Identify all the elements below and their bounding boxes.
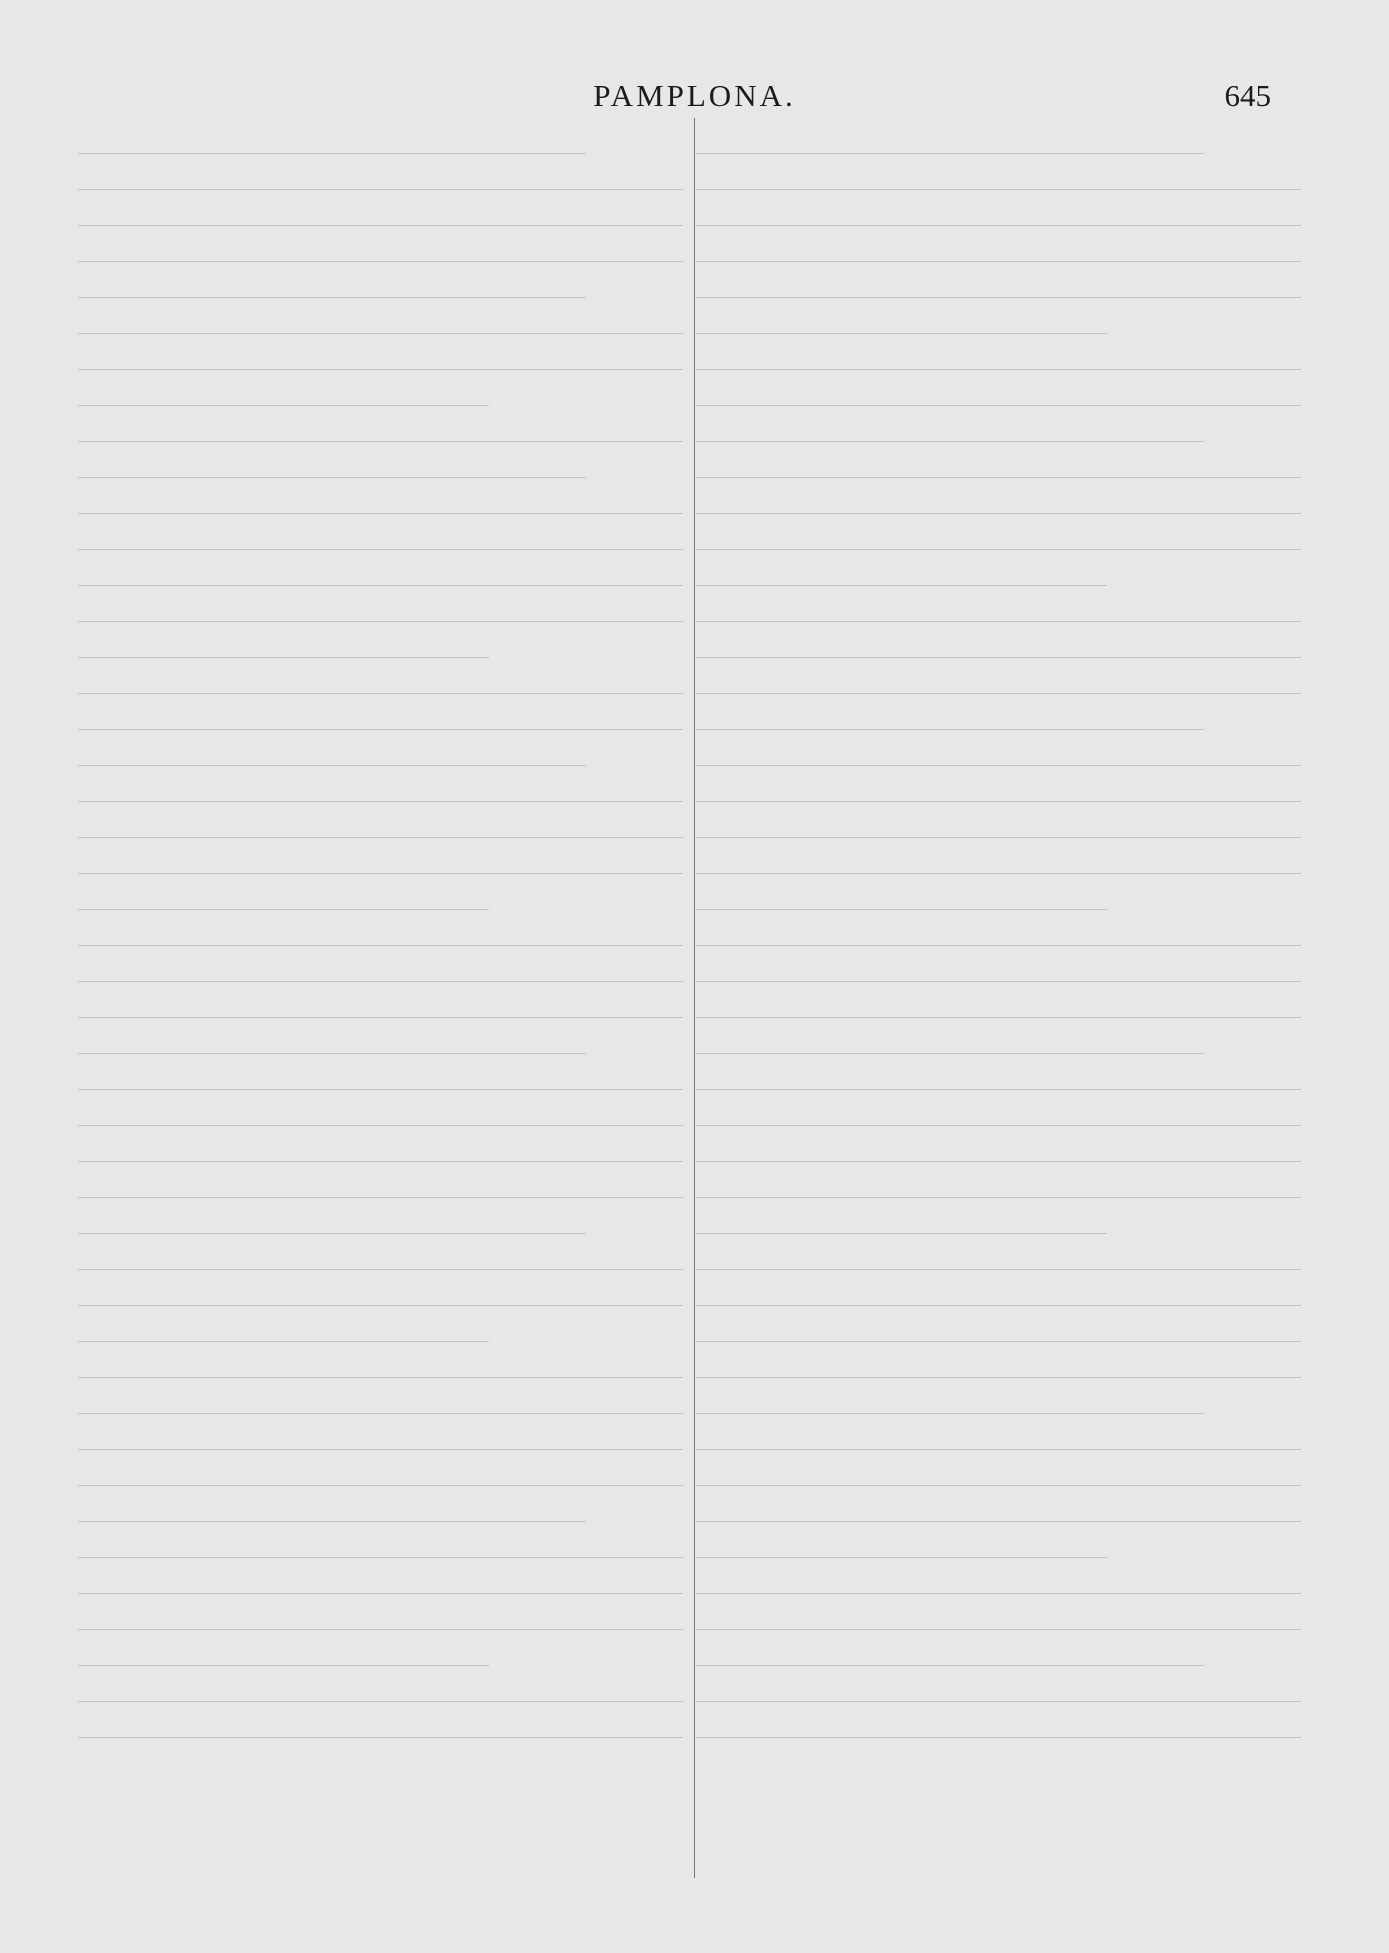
right-column xyxy=(696,128,1301,1888)
running-head xyxy=(0,78,1389,120)
left-column xyxy=(78,128,683,1888)
page-title: PAMPLONA. xyxy=(593,78,796,113)
column-divider xyxy=(694,118,695,1878)
page-number: 645 xyxy=(1224,78,1271,113)
